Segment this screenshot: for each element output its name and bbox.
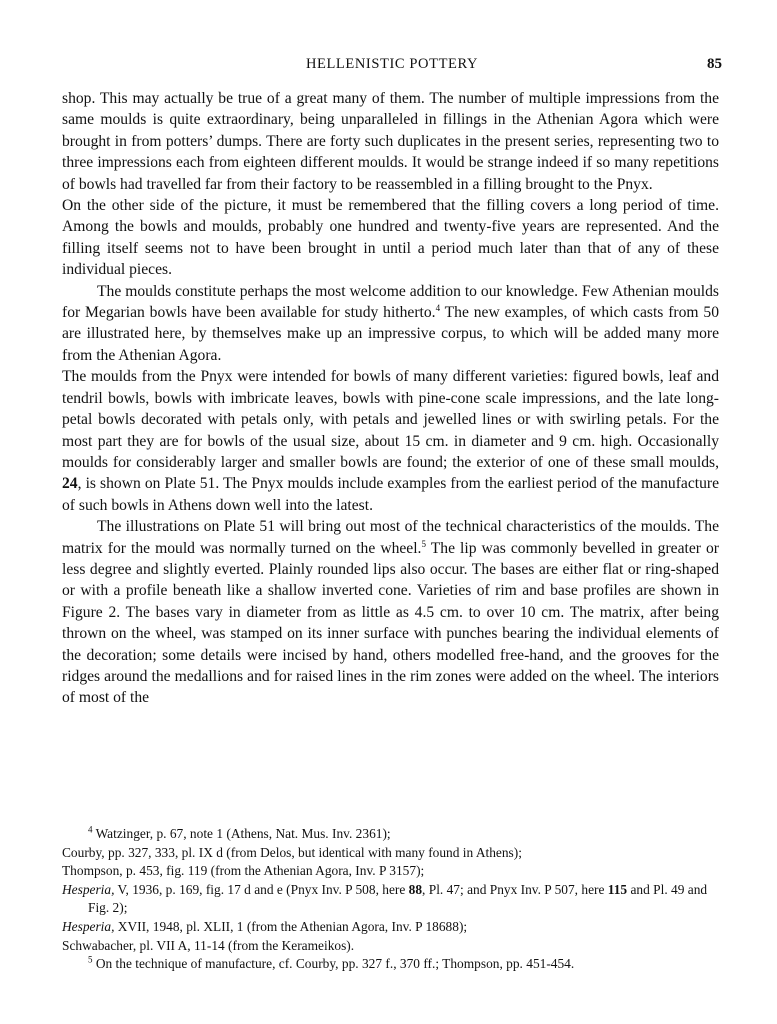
footnote-5-marker: 5 bbox=[88, 954, 93, 965]
footnote-4-text: Watzinger, p. 67, note 1 (Athens, Nat. Mus. Inv. 2361); bbox=[92, 826, 391, 841]
page-number: 85 bbox=[707, 56, 722, 72]
running-header bbox=[62, 56, 722, 78]
paragraph-5 bbox=[62, 516, 719, 709]
paragraph-4-text-b: , is shown on Plate 51. The Pnyx moulds include examples from the earliest period of the manufacture of such bowls in Athens down well into the latest. bbox=[62, 475, 719, 514]
footnote-5-text: On the technique of manufacture, cf. Courby, pp. 327 f., 370 ff.; Thompson, pp. 451-454. bbox=[92, 956, 575, 972]
journal-title: Hesperia, bbox=[62, 918, 115, 934]
paragraph-4-text-a: The moulds from the Pnyx were intended for bowls of many different varieties: figured bowls, leaf and tendril bowls, bowls with imbricate leaves, bowls with pine-cone scale impressions, and the late long-petal bowls decorated with petals only, with petals and jewelled lines or with swirling petals. For the most part they are for bowls of the usual size, about 15 cm. in diameter and 9 cm. high. Occasionally moulds for considerably larger and smaller bowls are found; the exterior of one of these small moulds, bbox=[62, 368, 719, 471]
paragraph-2: On the other side of the picture, it must be remembered that the filling covers a long period of time. Among the bowls and moulds, probably one hundred and twenty-five years are represented. And the filling itself seems not to have been brought in until a period much later than that of any of these individual pieces. bbox=[62, 197, 719, 279]
footnote-4-line-3: Thompson, p. 453, fig. 119 (from the Athenian Agora, Inv. P 3157); bbox=[62, 863, 425, 879]
catalogue-number: 24 bbox=[62, 475, 78, 493]
catalogue-number: 115 bbox=[607, 881, 628, 897]
paragraph-3 bbox=[62, 281, 719, 367]
paragraph-4 bbox=[62, 366, 719, 516]
footnote-4-line-5-a: XVII, 1948, pl. XLII, 1 (from the Athenian Agora, Inv. P 18688); bbox=[114, 918, 468, 934]
footnote-4-line-6: Schwabacher, pl. VII A, 11-14 (from the Kerameikos). bbox=[62, 937, 355, 953]
footnote-5 bbox=[62, 955, 719, 974]
catalogue-number: 88 bbox=[408, 881, 423, 897]
footnote-4-marker: 4 bbox=[88, 824, 93, 835]
footnote-4-line-4-c: and Pl. 49 and Fig. 2); bbox=[88, 881, 708, 916]
paragraph-3-text-b: The new examples, of which casts from 50 are illustrated here, by themselves make up an impressive corpus, to which will be added many more from the Athenian Agora. bbox=[62, 304, 719, 364]
paragraph-3-text-a: The moulds constitute perhaps the most welcome addition to our knowledge. Few Athenian moulds for Megarian bowls have been available for study hitherto. bbox=[62, 282, 719, 322]
footnote-ref-4[interactable]: 4 bbox=[435, 302, 441, 313]
footnote-4-line-2: Courby, pp. 327, 333, pl. IX d (from Delos, but identical with many found in Athens); bbox=[62, 844, 522, 860]
footnote-ref-5[interactable]: 5 bbox=[421, 538, 426, 549]
paragraph-5-text-a: The illustrations on Plate 51 will bring out most of the technical characteristics of the moulds. The matrix for the mould was normally turned on the wheel. bbox=[62, 518, 719, 557]
journal-title: Hesperia, bbox=[62, 881, 115, 897]
footnote-4-line-4-b: , Pl. 47; and Pnyx Inv. P 507, here bbox=[422, 881, 608, 897]
paragraph-1: shop. This may actually be true of a great many of them. The number of multiple impressions from the same moulds is quite extraordinary, being unparalleled in fillings in the Athenian Agora which were brought in from potters’ dumps. There are forty such duplicates in the present series, representing two to three impressions each from eighteen different moulds. It would be strange indeed if so many repetitions of bowls had travelled far from their factory to be reassembled in a filling brought to the Pnyx. bbox=[62, 90, 719, 193]
footnote-4-line-4 bbox=[62, 881, 719, 918]
footnote-4-line-4-a: V, 1936, p. 169, fig. 17 d and e (Pnyx Inv. P 508, here bbox=[114, 881, 409, 897]
running-title: HELLENISTIC POTTERY bbox=[305, 56, 479, 72]
footnotes bbox=[62, 825, 719, 974]
paragraph-5-text-b: The lip was commonly bevelled in greater or less degree and slightly everted. Plainly rounded lips also occur. The bases are either flat or ring-shaped or with a profile beneath like a shallow inverted cone. Varieties of rim and base profiles are shown in Figure 2. The bases vary in diameter from as little as 4.5 cm. to over 10 cm. The matrix, after being thrown on the wheel, was stamped on its inner surface with punches bearing the individual elements of the decoration; some details were incised by hand, others modelled free-hand, and the grooves for the ridges around the medallions and for raised lines in the rim zones were added on the wheel. The interiors of most of the bbox=[62, 539, 720, 707]
footnote-4-line-1 bbox=[62, 825, 719, 844]
main-text bbox=[62, 88, 719, 709]
footnote-4-line-5 bbox=[62, 918, 719, 937]
